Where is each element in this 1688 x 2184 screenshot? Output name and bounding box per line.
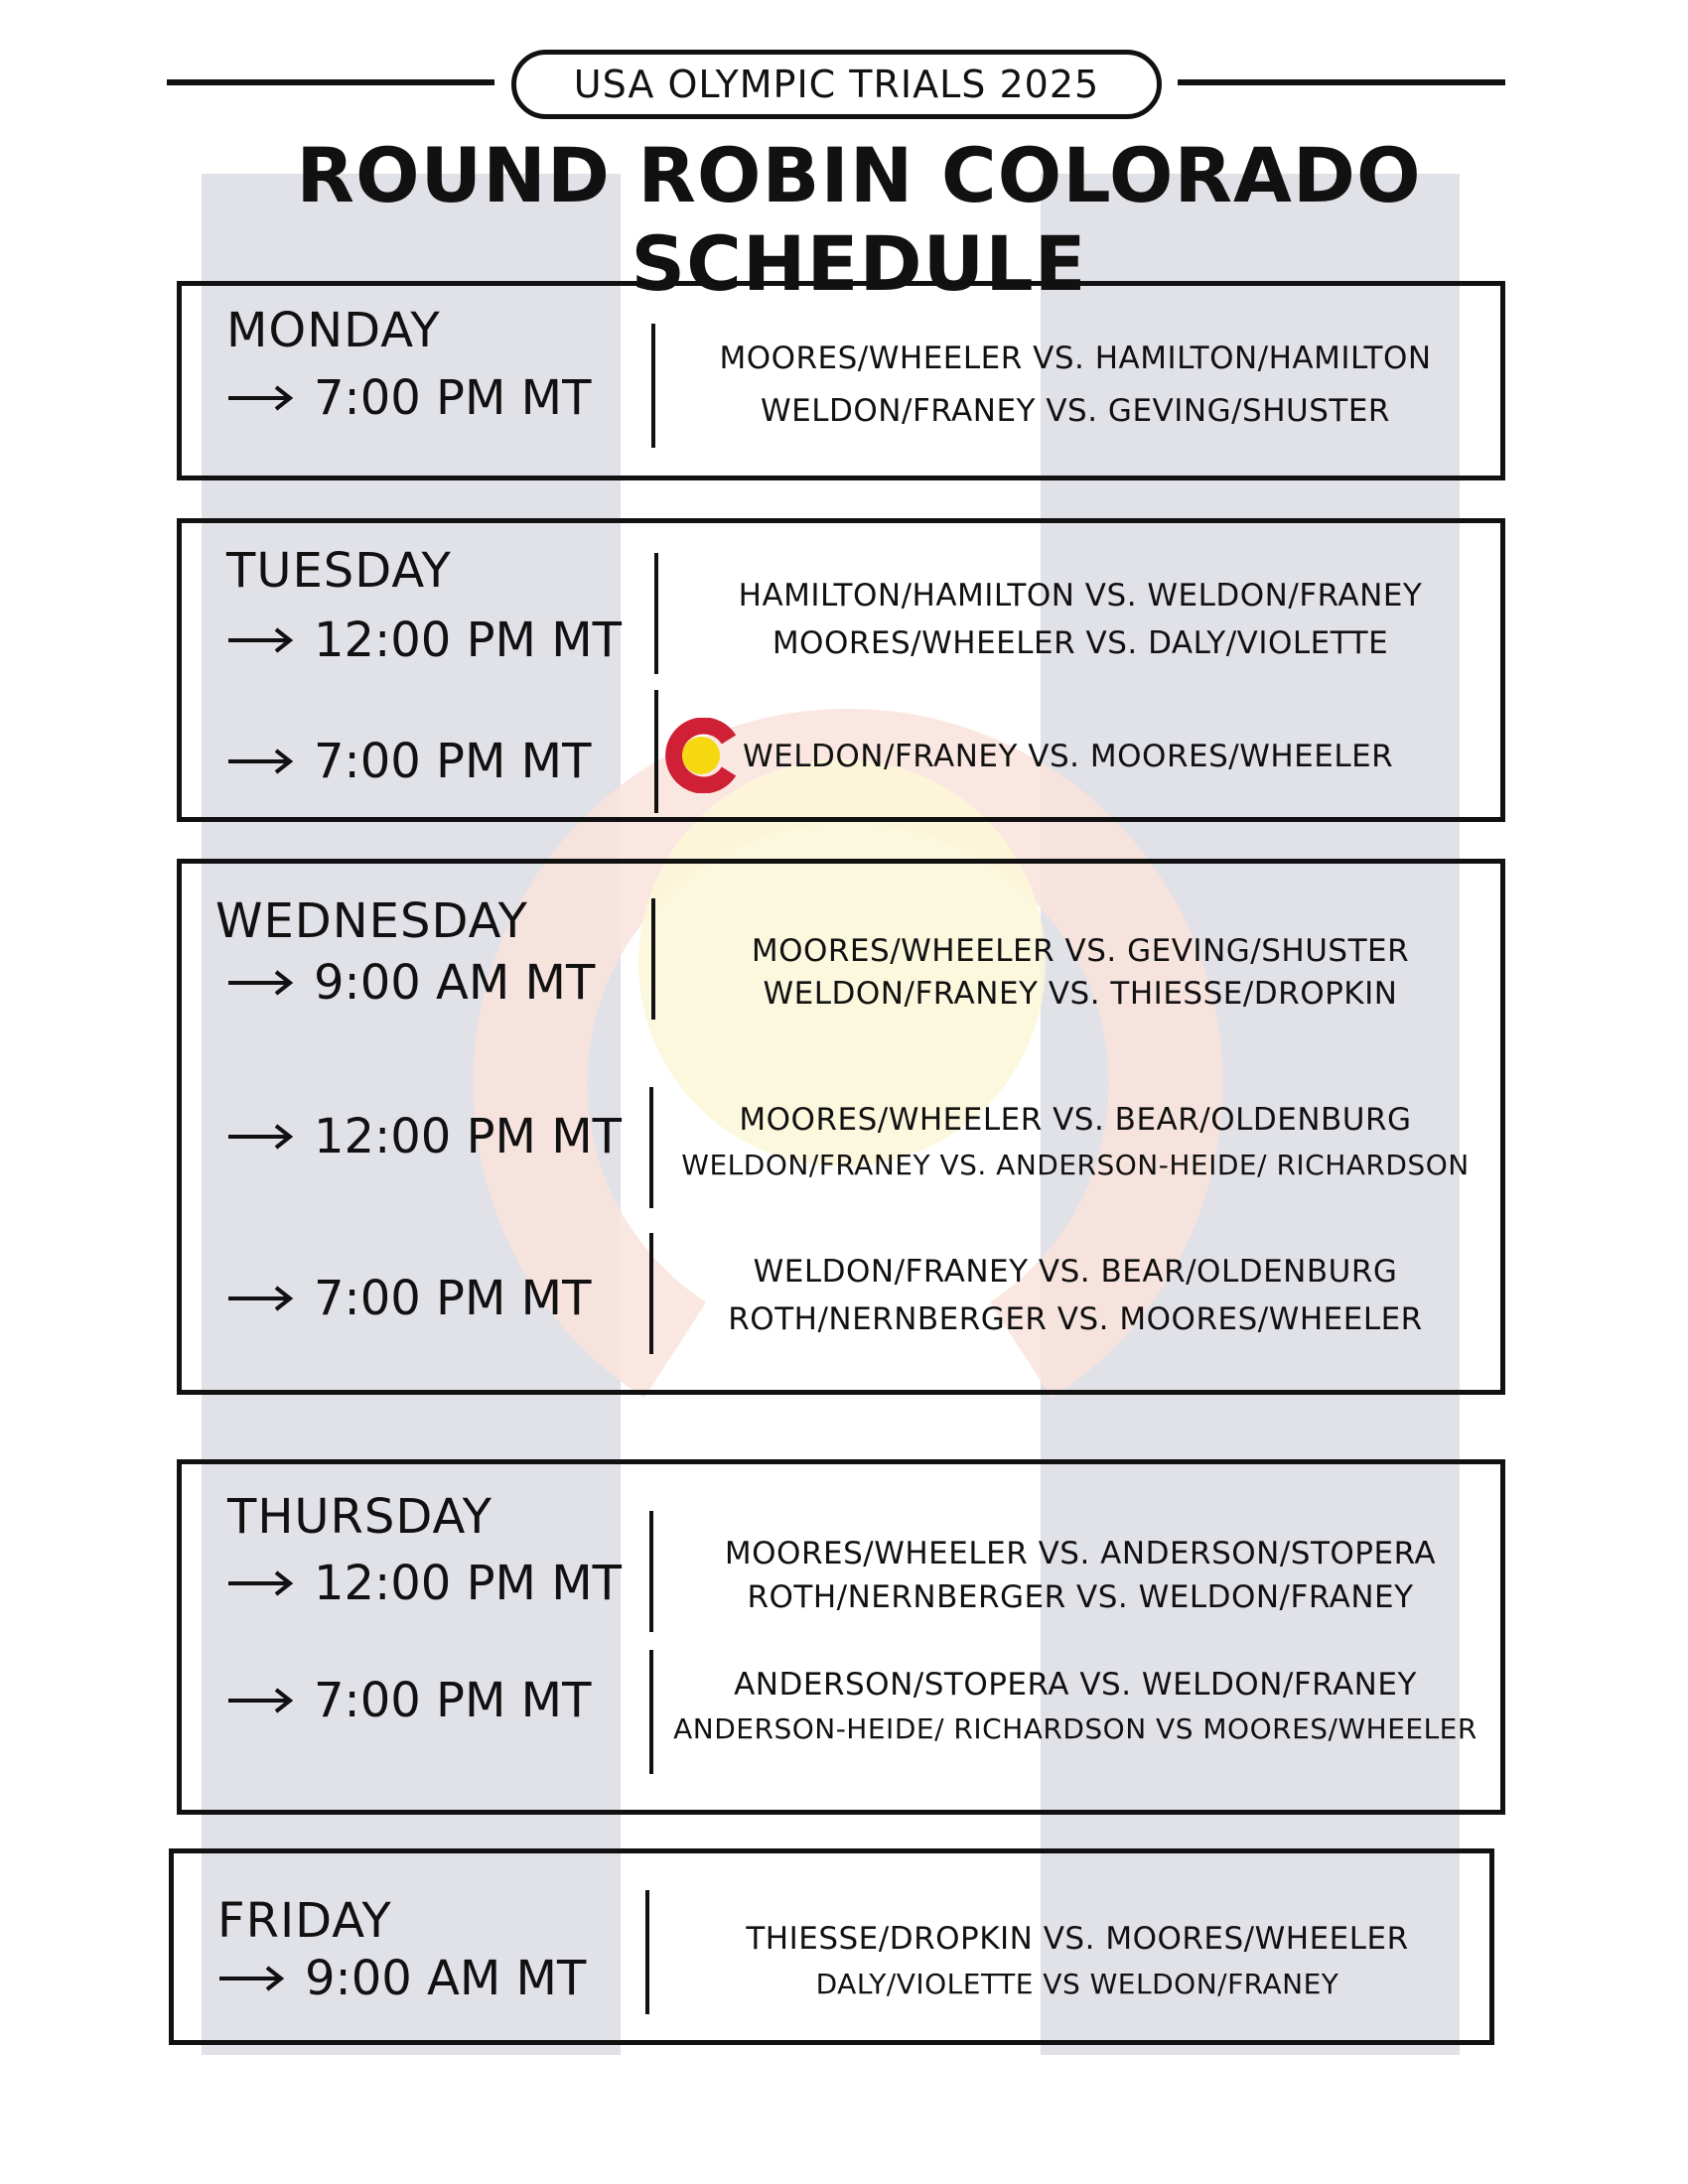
match: MOORES/WHEELER VS. BEAR/OLDENBURG xyxy=(739,1102,1412,1138)
page-title: ROUND ROBIN COLORADO SCHEDULE xyxy=(296,131,1422,308)
right-arrow-icon xyxy=(226,383,294,413)
divider xyxy=(651,898,655,1020)
right-arrow-icon xyxy=(226,1686,294,1715)
match: WELDON/FRANEY VS. BEAR/OLDENBURG xyxy=(753,1254,1398,1290)
match: THIESSE/DROPKIN VS. MOORES/WHEELER xyxy=(746,1921,1409,1957)
time-label: 12:00 PM MT xyxy=(314,1556,622,1611)
right-arrow-icon xyxy=(226,747,294,776)
day-label: TUESDAY xyxy=(226,543,452,599)
day-label: WEDNESDAY xyxy=(215,893,528,949)
match: WELDON/FRANEY VS. GEVING/SHUSTER xyxy=(761,393,1390,429)
match: HAMILTON/HAMILTON VS. WELDON/FRANEY xyxy=(738,578,1423,614)
time-slot xyxy=(226,1673,591,1728)
divider xyxy=(645,1890,649,2014)
match: ROTH/NERNBERGER VS. MOORES/WHEELER xyxy=(728,1301,1423,1337)
right-arrow-icon xyxy=(217,1964,285,1993)
divider xyxy=(649,1650,653,1774)
day-block-thursday xyxy=(177,1459,1505,1815)
time-slot xyxy=(226,1109,622,1164)
time-label: 9:00 AM MT xyxy=(305,1951,587,2006)
match: DALY/VIOLETTE VS WELDON/FRANEY xyxy=(815,1968,1339,2000)
divider xyxy=(649,1511,653,1632)
time-label: 9:00 AM MT xyxy=(314,955,596,1011)
divider xyxy=(654,690,658,813)
time-label: 7:00 PM MT xyxy=(314,1673,592,1728)
right-arrow-icon xyxy=(226,1284,294,1313)
time-label: 12:00 PM MT xyxy=(314,613,622,668)
match: WELDON/FRANEY VS. THIESSE/DROPKIN xyxy=(763,976,1398,1012)
header-rule-left xyxy=(167,79,494,85)
time-label: 12:00 PM MT xyxy=(314,1109,622,1164)
day-label: MONDAY xyxy=(226,303,441,358)
right-arrow-icon xyxy=(226,625,294,655)
match: ANDERSON-HEIDE/ RICHARDSON VS MOORES/WHEELER xyxy=(673,1712,1477,1745)
match: WELDON/FRANEY VS. ANDERSON-HEIDE/ RICHARDSON xyxy=(681,1149,1470,1181)
time-slot xyxy=(226,370,591,426)
right-arrow-icon xyxy=(226,968,294,998)
match: ROTH/NERNBERGER VS. WELDON/FRANEY xyxy=(747,1579,1414,1615)
divider xyxy=(654,553,658,674)
right-arrow-icon xyxy=(226,1569,294,1598)
right-arrow-icon xyxy=(226,1122,294,1152)
time-slot xyxy=(226,734,591,789)
day-label: THURSDAY xyxy=(227,1489,492,1545)
time-slot xyxy=(217,1951,586,2006)
time-label: 7:00 PM MT xyxy=(314,370,592,426)
divider xyxy=(649,1087,653,1208)
day-block-tuesday xyxy=(177,518,1505,822)
day-block-wednesday xyxy=(177,859,1505,1395)
time-label: 7:00 PM MT xyxy=(314,1271,592,1326)
match: WELDON/FRANEY VS. MOORES/WHEELER xyxy=(743,739,1394,774)
match: MOORES/WHEELER VS. DALY/VIOLETTE xyxy=(772,625,1389,661)
divider xyxy=(651,324,655,448)
colorado-flag-icon xyxy=(663,718,739,793)
day-label: FRIDAY xyxy=(217,1893,392,1949)
time-slot xyxy=(226,1271,591,1326)
time-slot xyxy=(226,1556,622,1611)
day-block-monday xyxy=(177,281,1505,480)
match: MOORES/WHEELER VS. GEVING/SHUSTER xyxy=(751,933,1410,969)
event-badge: USA OLYMPIC TRIALS 2025 xyxy=(511,50,1162,119)
match: ANDERSON/STOPERA VS. WELDON/FRANEY xyxy=(734,1667,1417,1703)
match: MOORES/WHEELER VS. ANDERSON/STOPERA xyxy=(724,1536,1437,1571)
day-block-friday xyxy=(169,1848,1494,2045)
match: MOORES/WHEELER VS. HAMILTON/HAMILTON xyxy=(719,341,1432,376)
time-slot xyxy=(226,613,622,668)
time-slot xyxy=(226,955,595,1011)
time-label: 7:00 PM MT xyxy=(314,734,592,789)
divider xyxy=(649,1233,653,1354)
header-rule-right xyxy=(1178,79,1505,85)
